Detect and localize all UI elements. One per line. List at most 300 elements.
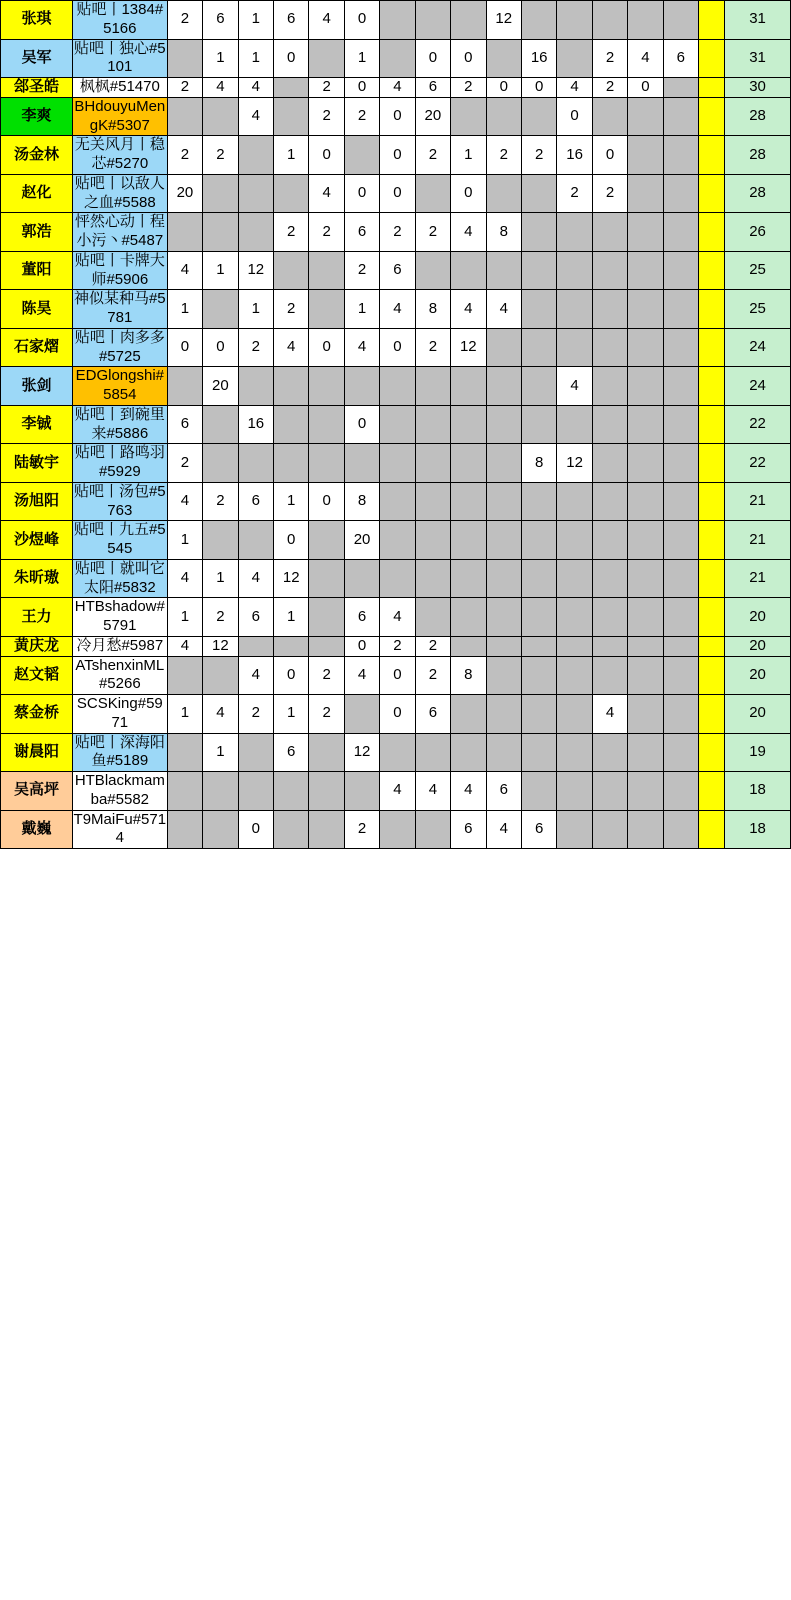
score-cell — [628, 559, 663, 598]
score-cell — [663, 136, 698, 175]
score-cell: 6 — [521, 810, 556, 849]
score-cell: 4 — [167, 251, 202, 290]
score-cell — [628, 213, 663, 252]
score-cell — [309, 290, 344, 329]
score-cell — [167, 39, 202, 78]
table-row — [1, 772, 791, 811]
score-cell — [592, 290, 627, 329]
score-cell — [451, 367, 486, 406]
score-cell — [451, 636, 486, 656]
spacer-cell — [699, 174, 725, 213]
score-cell: 0 — [274, 656, 309, 695]
score-cell — [663, 598, 698, 637]
score-cell: 4 — [238, 559, 273, 598]
score-cell — [415, 444, 450, 483]
table-row — [1, 290, 791, 329]
score-cell: 0 — [380, 695, 415, 734]
score-cell: 6 — [380, 251, 415, 290]
score-cell — [309, 810, 344, 849]
score-cell: 16 — [238, 405, 273, 444]
score-cell: 0 — [628, 78, 663, 98]
player-name-cell: 郐圣皓 — [1, 78, 73, 98]
table-row — [1, 733, 791, 772]
score-cell: 2 — [203, 598, 238, 637]
score-cell — [628, 521, 663, 560]
total-score-cell: 20 — [725, 636, 791, 656]
table-row — [1, 78, 791, 98]
score-cell — [451, 405, 486, 444]
score-cell — [663, 367, 698, 406]
score-cell — [238, 772, 273, 811]
score-cell: 0 — [380, 136, 415, 175]
score-cell: 0 — [380, 174, 415, 213]
player-alias-cell: 怦然心动丨程小污丶#5487 — [72, 213, 167, 252]
total-score-cell: 25 — [725, 251, 791, 290]
total-score-cell: 20 — [725, 598, 791, 637]
score-cell — [521, 97, 556, 136]
score-cell: 4 — [309, 174, 344, 213]
player-alias-cell: 贴吧丨就叫它太阳#5832 — [72, 559, 167, 598]
total-score-cell: 24 — [725, 328, 791, 367]
table-row — [1, 251, 791, 290]
player-alias-cell: 贴吧丨路鸣羽#5929 — [72, 444, 167, 483]
score-cell — [592, 367, 627, 406]
score-cell — [167, 772, 202, 811]
score-cell — [309, 251, 344, 290]
score-cell: 12 — [557, 444, 592, 483]
score-cell — [628, 97, 663, 136]
score-cell — [521, 521, 556, 560]
score-cell: 2 — [167, 1, 202, 40]
score-cell — [274, 444, 309, 483]
score-cell — [663, 444, 698, 483]
score-cell: 0 — [415, 39, 450, 78]
score-cell — [238, 636, 273, 656]
player-name-cell: 李铖 — [1, 405, 73, 444]
score-cell — [486, 656, 521, 695]
spacer-cell — [699, 367, 725, 406]
score-cell — [167, 810, 202, 849]
score-cell: 2 — [592, 78, 627, 98]
score-cell — [309, 636, 344, 656]
score-cell: 4 — [238, 656, 273, 695]
score-cell: 6 — [167, 405, 202, 444]
score-cell: 1 — [238, 39, 273, 78]
score-cell: 1 — [203, 559, 238, 598]
score-cell: 12 — [486, 1, 521, 40]
score-cell — [628, 733, 663, 772]
score-cell: 12 — [274, 559, 309, 598]
player-alias-cell: ATshenxinML#5266 — [72, 656, 167, 695]
score-cell: 1 — [203, 251, 238, 290]
score-cell: 2 — [274, 290, 309, 329]
score-cell: 4 — [380, 598, 415, 637]
score-cell — [203, 444, 238, 483]
score-cell: 2 — [415, 213, 450, 252]
score-cell — [415, 174, 450, 213]
score-cell — [344, 444, 379, 483]
score-cell — [274, 174, 309, 213]
score-cell: 6 — [203, 1, 238, 40]
score-cell — [309, 367, 344, 406]
score-cell — [557, 521, 592, 560]
total-score-cell: 28 — [725, 136, 791, 175]
score-cell — [486, 251, 521, 290]
score-cell — [203, 405, 238, 444]
score-cell — [628, 598, 663, 637]
score-cell — [663, 695, 698, 734]
score-cell — [309, 772, 344, 811]
score-cell — [628, 772, 663, 811]
score-cell — [415, 482, 450, 521]
score-cell — [486, 559, 521, 598]
score-cell: 2 — [592, 39, 627, 78]
score-cell — [451, 521, 486, 560]
score-cell — [521, 598, 556, 637]
table-row — [1, 97, 791, 136]
score-cell — [451, 695, 486, 734]
spacer-cell — [699, 39, 725, 78]
score-cell — [663, 78, 698, 98]
score-cell — [521, 733, 556, 772]
score-cell — [203, 97, 238, 136]
score-cell — [557, 733, 592, 772]
score-cell — [628, 251, 663, 290]
score-cell — [663, 656, 698, 695]
score-cell: 4 — [344, 656, 379, 695]
score-cell — [557, 772, 592, 811]
score-cell: 0 — [451, 174, 486, 213]
score-cell — [486, 521, 521, 560]
score-cell: 6 — [274, 1, 309, 40]
score-cell — [415, 367, 450, 406]
score-cell: 4 — [203, 78, 238, 98]
score-cell: 2 — [238, 695, 273, 734]
score-cell: 2 — [415, 328, 450, 367]
score-cell: 4 — [592, 695, 627, 734]
score-cell — [309, 559, 344, 598]
table-row — [1, 656, 791, 695]
score-cell — [663, 559, 698, 598]
score-cell — [274, 367, 309, 406]
score-cell — [486, 482, 521, 521]
total-score-cell: 28 — [725, 97, 791, 136]
score-cell: 20 — [344, 521, 379, 560]
score-cell — [663, 328, 698, 367]
score-cell: 0 — [344, 636, 379, 656]
player-name-cell: 郭浩 — [1, 213, 73, 252]
score-cell — [592, 559, 627, 598]
score-cell: 0 — [309, 136, 344, 175]
spacer-cell — [699, 213, 725, 252]
score-cell: 4 — [486, 810, 521, 849]
score-cell: 12 — [203, 636, 238, 656]
score-cell — [592, 328, 627, 367]
score-cell: 4 — [415, 772, 450, 811]
spacer-cell — [699, 405, 725, 444]
score-cell — [309, 521, 344, 560]
score-cell: 8 — [521, 444, 556, 483]
score-cell — [557, 482, 592, 521]
player-alias-cell: 贴吧丨卡牌大师#5906 — [72, 251, 167, 290]
score-cell — [557, 1, 592, 40]
score-cell: 4 — [628, 39, 663, 78]
score-cell — [663, 482, 698, 521]
score-cell — [557, 39, 592, 78]
score-cell: 0 — [521, 78, 556, 98]
score-cell — [203, 213, 238, 252]
score-cell: 12 — [344, 733, 379, 772]
score-cell — [274, 78, 309, 98]
score-cell: 4 — [238, 78, 273, 98]
score-cell — [380, 1, 415, 40]
table-row — [1, 636, 791, 656]
score-cell: 0 — [344, 174, 379, 213]
score-cell: 2 — [309, 656, 344, 695]
score-cell — [628, 810, 663, 849]
score-cell — [415, 405, 450, 444]
score-cell: 8 — [415, 290, 450, 329]
score-cell — [521, 482, 556, 521]
score-cell — [451, 97, 486, 136]
spacer-cell — [699, 1, 725, 40]
score-cell: 6 — [451, 810, 486, 849]
score-cell — [592, 656, 627, 695]
score-cell — [451, 598, 486, 637]
score-cell: 2 — [309, 78, 344, 98]
score-cell: 2 — [415, 636, 450, 656]
score-cell: 2 — [415, 656, 450, 695]
score-cell: 1 — [274, 695, 309, 734]
score-cell — [274, 636, 309, 656]
spacer-cell — [699, 482, 725, 521]
player-alias-cell: 贴吧丨深海阳鱼#5189 — [72, 733, 167, 772]
score-cell — [628, 174, 663, 213]
score-cell — [557, 405, 592, 444]
player-name-cell: 赵文韬 — [1, 656, 73, 695]
score-cell — [663, 290, 698, 329]
table-row — [1, 482, 791, 521]
score-cell — [415, 1, 450, 40]
score-cell — [238, 213, 273, 252]
score-cell: 6 — [238, 598, 273, 637]
score-cell — [167, 213, 202, 252]
score-cell: 2 — [380, 213, 415, 252]
spacer-cell — [699, 656, 725, 695]
score-cell: 4 — [167, 559, 202, 598]
table-row — [1, 695, 791, 734]
score-cell — [628, 482, 663, 521]
score-cell — [628, 636, 663, 656]
score-cell — [557, 656, 592, 695]
score-cell: 1 — [451, 136, 486, 175]
table-row — [1, 598, 791, 637]
spacer-cell — [699, 810, 725, 849]
score-cell: 1 — [167, 695, 202, 734]
score-cell — [415, 598, 450, 637]
score-cell — [592, 444, 627, 483]
score-cell: 2 — [344, 251, 379, 290]
table-row — [1, 174, 791, 213]
score-cell — [592, 213, 627, 252]
spacer-cell — [699, 636, 725, 656]
score-cell — [628, 695, 663, 734]
score-cell: 4 — [451, 772, 486, 811]
player-name-cell: 谢晨阳 — [1, 733, 73, 772]
score-cell: 0 — [309, 328, 344, 367]
spacer-cell — [699, 444, 725, 483]
score-cell — [486, 733, 521, 772]
score-cell: 2 — [451, 78, 486, 98]
score-cell: 1 — [203, 39, 238, 78]
table-row — [1, 444, 791, 483]
score-cell — [274, 251, 309, 290]
score-cell — [344, 772, 379, 811]
score-cell — [451, 482, 486, 521]
score-cell — [663, 636, 698, 656]
score-cell: 4 — [380, 78, 415, 98]
score-cell: 6 — [344, 598, 379, 637]
score-cell — [238, 444, 273, 483]
player-alias-cell: 神似某种马#5781 — [72, 290, 167, 329]
player-name-cell: 黄庆龙 — [1, 636, 73, 656]
score-cell: 8 — [486, 213, 521, 252]
score-cell: 1 — [203, 733, 238, 772]
score-cell — [592, 521, 627, 560]
score-cell — [415, 810, 450, 849]
total-score-cell: 22 — [725, 405, 791, 444]
score-cell — [592, 482, 627, 521]
score-cell: 16 — [557, 136, 592, 175]
score-cell — [628, 1, 663, 40]
table-row — [1, 367, 791, 406]
score-cell — [521, 328, 556, 367]
score-cell — [451, 444, 486, 483]
score-cell — [415, 733, 450, 772]
table-row — [1, 1, 791, 40]
score-cell — [663, 174, 698, 213]
player-alias-cell: 贴吧丨到碗里来#5886 — [72, 405, 167, 444]
score-cell — [380, 367, 415, 406]
score-cell — [486, 174, 521, 213]
player-alias-cell: 无关风月丨稳芯#5270 — [72, 136, 167, 175]
score-cell — [521, 636, 556, 656]
score-cell: 2 — [167, 444, 202, 483]
spacer-cell — [699, 772, 725, 811]
spacer-cell — [699, 290, 725, 329]
score-cell — [628, 328, 663, 367]
score-cell: 0 — [274, 39, 309, 78]
player-alias-cell: 贴吧丨以敌人之血#5588 — [72, 174, 167, 213]
score-cell: 2 — [521, 136, 556, 175]
score-cell — [557, 810, 592, 849]
player-name-cell: 陈昊 — [1, 290, 73, 329]
score-cell: 2 — [344, 810, 379, 849]
score-cell — [415, 521, 450, 560]
spacer-cell — [699, 97, 725, 136]
score-cell — [380, 405, 415, 444]
score-cell — [592, 810, 627, 849]
total-score-cell: 18 — [725, 772, 791, 811]
score-cell: 20 — [415, 97, 450, 136]
score-cell: 2 — [167, 78, 202, 98]
score-cell — [663, 521, 698, 560]
score-cell — [167, 656, 202, 695]
score-cell — [628, 290, 663, 329]
score-cell: 4 — [557, 367, 592, 406]
score-cell — [663, 733, 698, 772]
score-cell — [380, 810, 415, 849]
spacer-cell — [699, 328, 725, 367]
score-cell — [167, 733, 202, 772]
total-score-cell: 26 — [725, 213, 791, 252]
player-name-cell: 沙煜峰 — [1, 521, 73, 560]
spacer-cell — [699, 251, 725, 290]
score-cell: 0 — [451, 39, 486, 78]
total-score-cell: 21 — [725, 521, 791, 560]
score-cell: 0 — [344, 405, 379, 444]
player-name-cell: 李爽 — [1, 97, 73, 136]
player-name-cell: 汤旭阳 — [1, 482, 73, 521]
score-cell: 0 — [309, 482, 344, 521]
score-cell: 0 — [238, 810, 273, 849]
table-row — [1, 328, 791, 367]
score-cell: 0 — [380, 656, 415, 695]
score-cell: 4 — [380, 772, 415, 811]
score-cell: 2 — [167, 136, 202, 175]
score-cell — [486, 636, 521, 656]
score-cell: 4 — [380, 290, 415, 329]
score-cell — [309, 598, 344, 637]
score-cell — [557, 695, 592, 734]
score-cell: 0 — [380, 97, 415, 136]
player-alias-cell: 贴吧丨汤包#5763 — [72, 482, 167, 521]
score-cell — [521, 772, 556, 811]
player-name-cell: 董阳 — [1, 251, 73, 290]
score-cell: 1 — [344, 290, 379, 329]
score-cell: 8 — [451, 656, 486, 695]
score-cell — [203, 174, 238, 213]
player-alias-cell: SCSKing#5971 — [72, 695, 167, 734]
score-cell — [238, 136, 273, 175]
score-cell — [309, 39, 344, 78]
score-cell: 0 — [380, 328, 415, 367]
score-cell: 12 — [451, 328, 486, 367]
score-cell: 1 — [238, 290, 273, 329]
score-cell — [380, 521, 415, 560]
score-cell: 0 — [344, 1, 379, 40]
score-cell: 4 — [203, 695, 238, 734]
score-cell — [521, 656, 556, 695]
score-cell: 0 — [486, 78, 521, 98]
total-score-cell: 21 — [725, 559, 791, 598]
score-cell — [557, 636, 592, 656]
score-cell: 0 — [167, 328, 202, 367]
score-cell: 2 — [415, 136, 450, 175]
spacer-cell — [699, 695, 725, 734]
score-cell: 4 — [451, 290, 486, 329]
player-alias-cell: 贴吧丨1384#5166 — [72, 1, 167, 40]
score-cell: 6 — [415, 78, 450, 98]
score-cell: 2 — [309, 695, 344, 734]
score-cell — [309, 405, 344, 444]
score-cell: 0 — [592, 136, 627, 175]
table-row — [1, 559, 791, 598]
score-cell — [380, 482, 415, 521]
score-cell — [521, 251, 556, 290]
score-cell — [344, 695, 379, 734]
score-cell — [486, 598, 521, 637]
